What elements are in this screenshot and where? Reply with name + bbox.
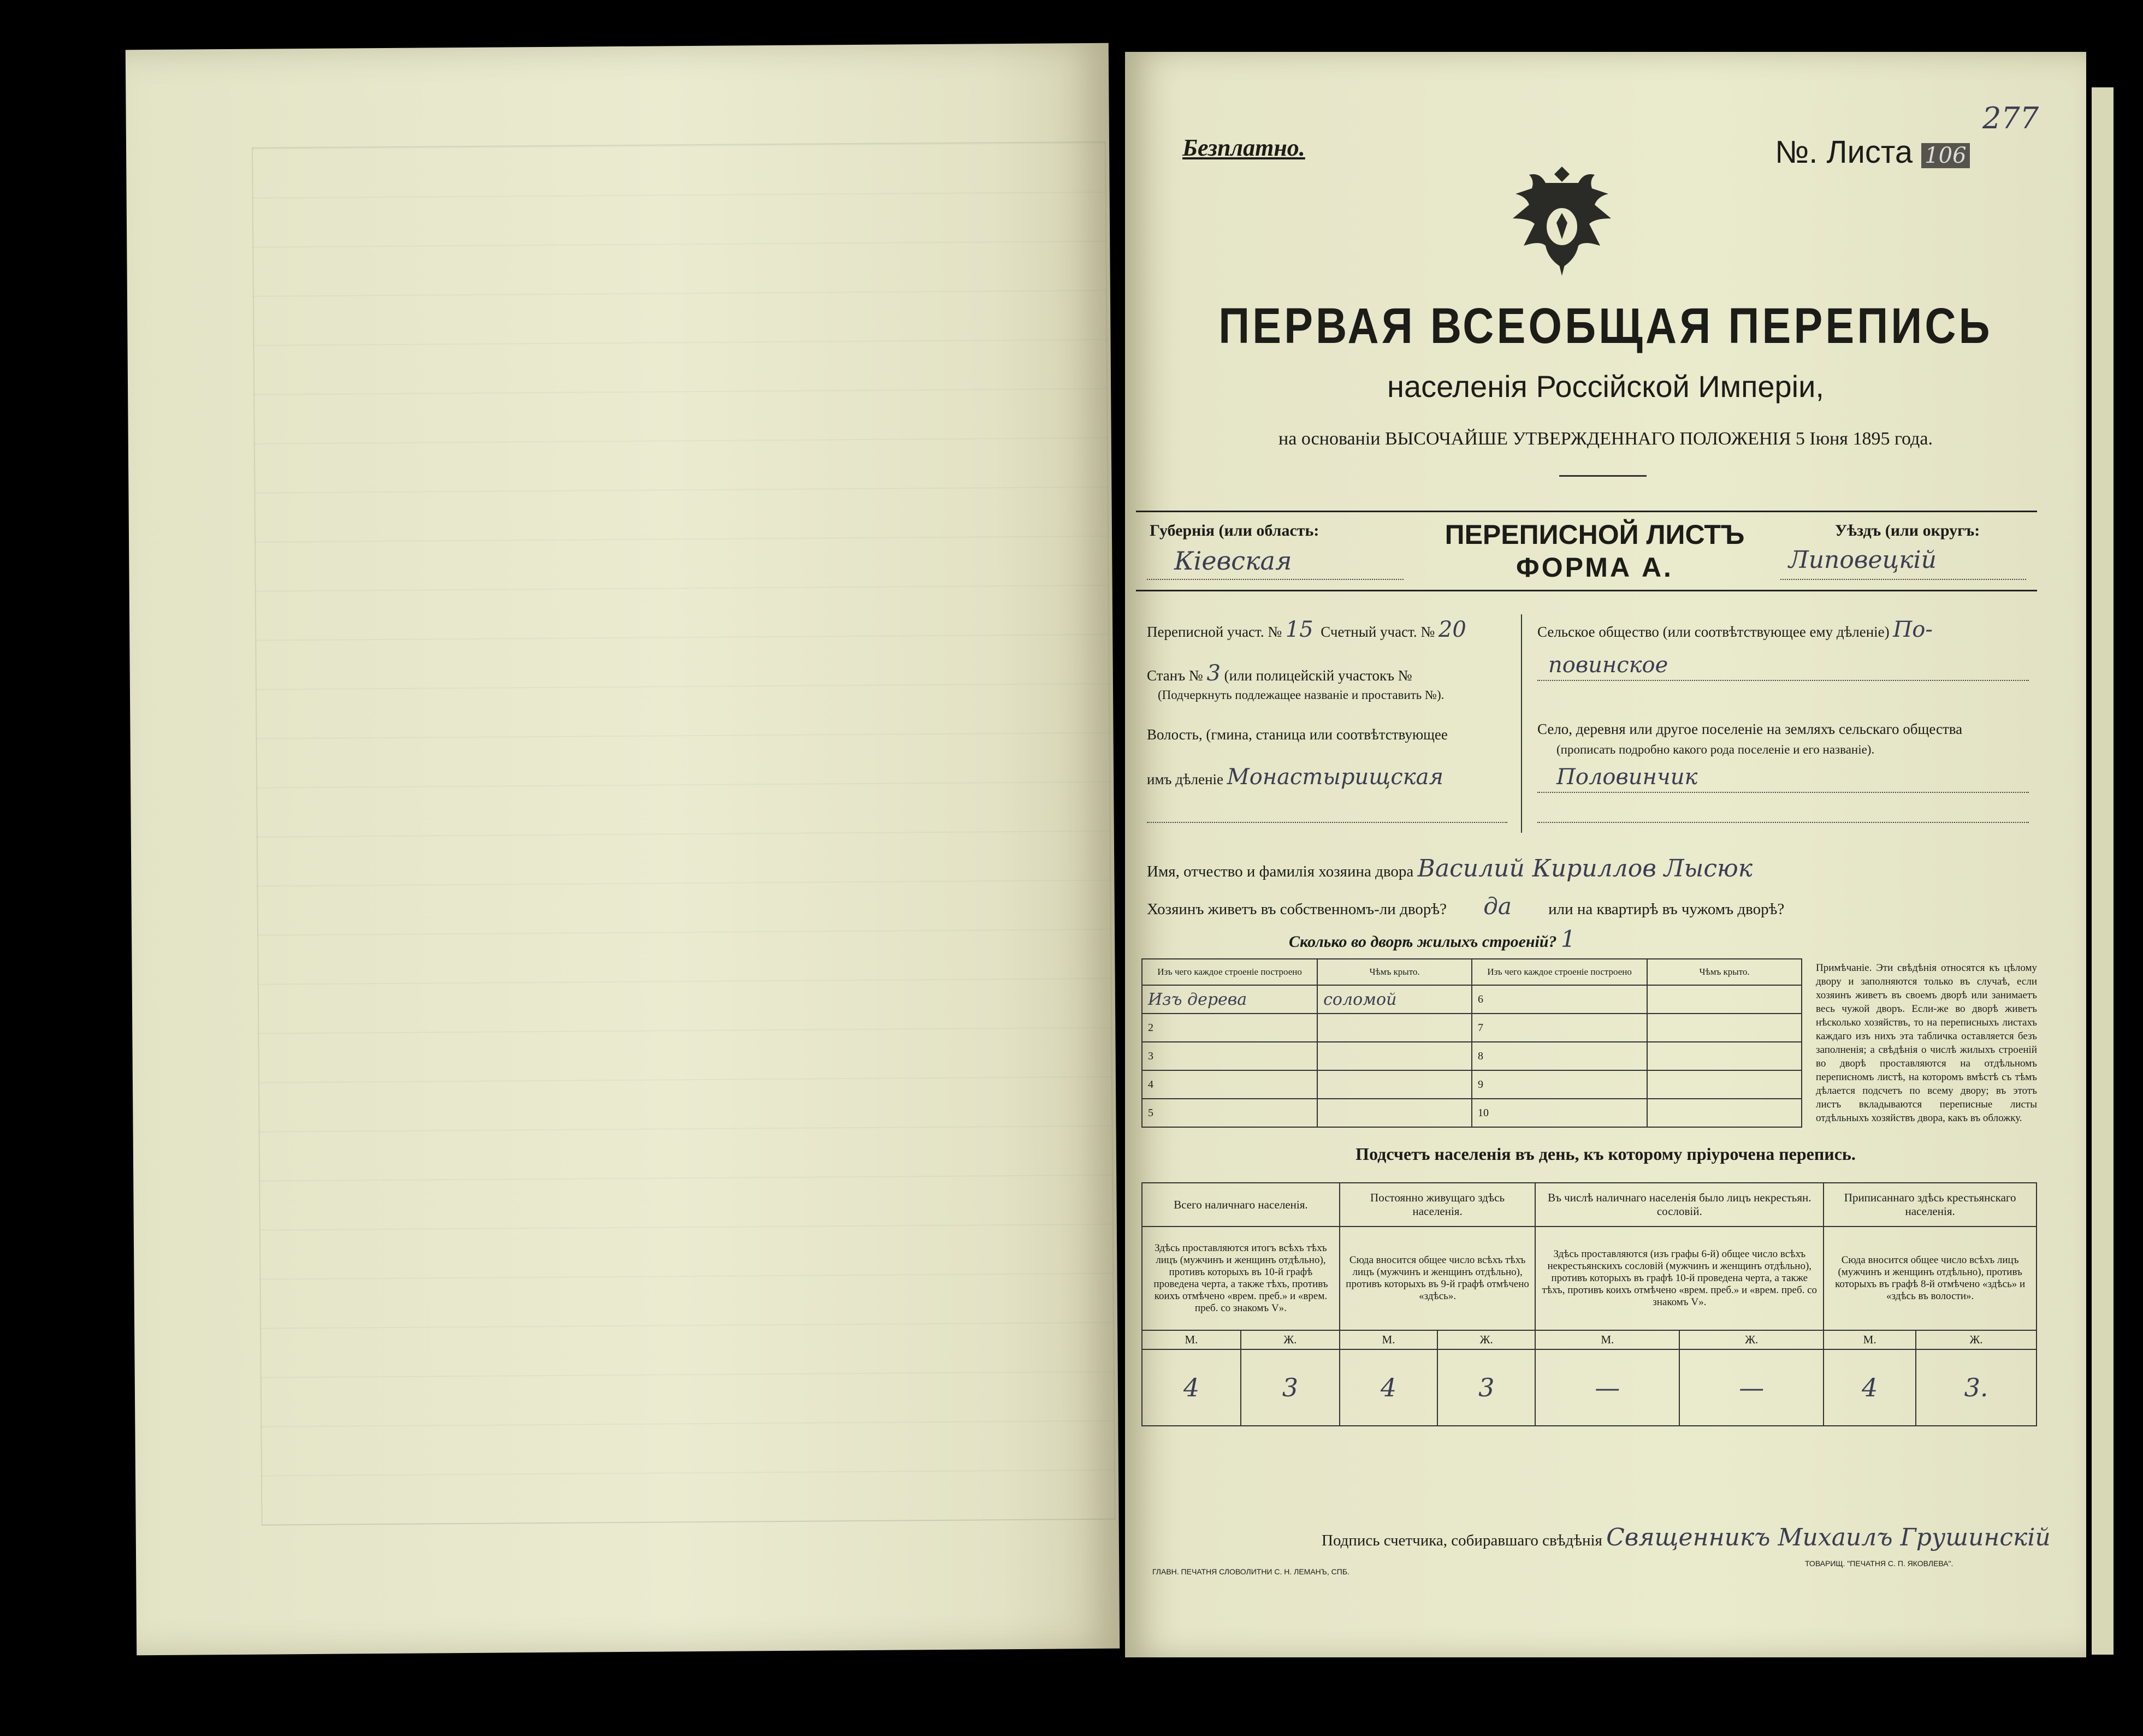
pop-value-f-3: —: [1679, 1349, 1824, 1426]
block-top-rule: [1136, 511, 2037, 512]
form-type: ФОРМА А.: [1516, 552, 1673, 583]
volost-extra-line: [1147, 822, 1507, 823]
own-yard-label: Хозяинъ живетъ въ собственномъ-ли дворѣ?: [1147, 900, 1447, 918]
bleed-through-grid: [252, 141, 1116, 1526]
census-basis: на основаніи ВЫСОЧАЙШЕ УТВЕРЖДЕННАГО ПОЛОЖЕНІЯ 5 Іюня 1895 года.: [1278, 429, 1933, 449]
bld-head-material-2: Изъ чего каждое строеніе построено: [1472, 959, 1647, 985]
stan-value: 3: [1206, 661, 1221, 686]
pop-f-label-3: Ж.: [1679, 1330, 1824, 1349]
pop-value-m-1: 4: [1142, 1349, 1241, 1426]
pop-head-4: Приписаннаго здѣсь крестьянскаго населенія.: [1824, 1183, 2037, 1227]
owner-name-label: Имя, отчество и фамилія хозяина двора: [1147, 863, 1414, 880]
pop-f-label-1: Ж.: [1241, 1330, 1340, 1349]
buildings-table: [1141, 958, 1802, 1128]
own-yard-value: да: [1483, 893, 1512, 920]
village-line-2: [1537, 822, 2029, 823]
ornament-divider: [1559, 475, 1647, 477]
printer-right: ТОВАРИЩ. "ПЕЧАТНЯ С. П. ЯКОВЛЕВА".: [1805, 1559, 1953, 1568]
buildings-count-value: 1: [1561, 926, 1576, 952]
pop-m-label-4: М.: [1824, 1330, 1916, 1349]
society-label: Сельское общество (или соотвѣтствующее ему дѣленіе): [1537, 624, 1890, 640]
sheet-number-value: 106: [1921, 143, 1969, 168]
volost-label: Волость, (гмина, станица или соотвѣтствующее: [1147, 726, 1448, 743]
buildings-note: Примѣчаніе. Эти свѣдѣнія относятся къ цѣлому двору и заполняются только въ случаѣ, если хозяинъ живетъ въ своемъ дворѣ или занимаетъ весь чужой дворъ. Если-же во дворѣ живетъ нѣсколько хозяйствъ, то на переписныхъ листахъ каждаго изъ нихъ эта табличка оставляется безъ заполненія; а свѣдѣнія о числѣ жилыхъ строеній во дворѣ проставляются на отдѣльномъ переписномъ листѣ, на которомъ вмѣстѣ съ тѣмъ дѣлается подсчетъ по всему двору; въ этотъ листъ вкладываются переписные листы отдѣльныхъ хозяйствъ двора, какъ въ обложку.: [1816, 962, 2037, 1124]
pop-value-f-4: 3.: [1916, 1349, 2037, 1426]
bld-material-1: Изъ дерева: [1148, 990, 1247, 1009]
archive-number: 277: [1982, 101, 2039, 135]
stan-label: Станъ №: [1147, 667, 1203, 684]
bld-num-2: 2: [1142, 1014, 1317, 1042]
bld-num-5: 5: [1142, 1099, 1317, 1127]
pop-desc-2: Сюда вносится общее число всѣхъ тѣхъ лицъ (мужчинъ и женщинъ отдѣльно), противъ которыхъ въ 9-й графѣ отмѣчено «здѣсь».: [1340, 1227, 1535, 1330]
district-line: [1147, 617, 1466, 642]
bld-head-roof-2: Чѣмъ крыто.: [1647, 959, 1802, 985]
block-bottom-rule: [1136, 590, 2037, 591]
pop-m-label-3: М.: [1535, 1330, 1679, 1349]
bld-num-9: 9: [1472, 1070, 1647, 1099]
pop-value-m-4: 4: [1824, 1349, 1916, 1426]
pop-f-label-4: Ж.: [1916, 1330, 2037, 1349]
uezd-value: Липовецкій: [1789, 546, 1937, 574]
double-headed-eagle-emblem: [1507, 161, 1617, 281]
village-label: Село, деревня или другое поселеніе на земляхъ сельскаго общества: [1537, 721, 1963, 737]
pop-value-m-3: —: [1535, 1349, 1679, 1426]
bld-num-6: 6: [1472, 985, 1647, 1014]
bld-num-7: 7: [1472, 1014, 1647, 1042]
count-district-label: Счетный участ. №: [1321, 624, 1435, 640]
village-line: [1537, 792, 2029, 793]
bld-num-4: 4: [1142, 1070, 1317, 1099]
pop-desc-1: Здѣсь проставляются итогъ всѣхъ тѣхъ лицъ (мужчинъ и женщинъ отдѣльно), противъ которыхъ въ 10-й графѣ проведена черта, а также тѣхъ, противъ коихъ отмѣчено «врем. преб.» и «врем. преб. со знакомъ V».: [1142, 1227, 1340, 1330]
police-label: (или полицейскій участокъ №: [1224, 667, 1412, 684]
location-divider: [1521, 614, 1522, 833]
page-edge: [2092, 87, 2114, 1655]
guberniya-label: Губернія (или область:: [1150, 522, 1319, 540]
signature-value: Священникъ Михаилъ Грушинскій: [1606, 1524, 2051, 1551]
society-line: [1537, 617, 1933, 642]
census-district-label: Переписной участ. №: [1147, 624, 1282, 640]
sheet-number-label: №. Листа: [1775, 134, 1913, 170]
sheet-number: [1775, 134, 1970, 170]
stan-line: [1147, 661, 1412, 686]
bld-roof-1: соломой: [1323, 990, 1397, 1009]
owner-name-line: [1147, 855, 1753, 882]
printer-left: ГЛАВН. ПЕЧАТНЯ СЛОВОЛИТНИ С. Н. ЛЕМАНЪ, СПБ.: [1152, 1567, 1349, 1576]
pop-f-label-2: Ж.: [1437, 1330, 1535, 1349]
population-table: [1141, 1182, 2037, 1426]
volost-label-2: имъ дѣленіе: [1147, 771, 1224, 787]
own-yard-line: [1147, 893, 1784, 920]
signature-label: Подпись счетчика, собиравшаго свѣдѣнія: [1322, 1532, 1602, 1549]
bld-num-10: 10: [1472, 1099, 1647, 1127]
pop-desc-3: Здѣсь проставляются (изъ графы 6-й) общее число всѣхъ некрестьянскихъ сословій (мужчинъ и женщинъ отдѣльно), противъ которыхъ въ графѣ 10-й проведена черта, а также тѣхъ, противъ коихъ отмѣчено «врем. преб.» и «врем. преб. со знакомъ V».: [1535, 1227, 1824, 1330]
guberniya-value: Кіевская: [1174, 546, 1292, 576]
table-row: [1142, 985, 1802, 1014]
table-row: [1142, 1014, 1802, 1042]
owner-name-value: Василий Кириллов Лысюк: [1417, 855, 1753, 882]
bld-num-8: 8: [1472, 1042, 1647, 1070]
signature-line: [1322, 1524, 2051, 1551]
pop-desc-4: Сюда вносится общее число всѣхъ лицъ (мужчинъ и женщинъ отдѣльно), противъ которыхъ въ графѣ 8-й отмѣчено «здѣсь» и «здѣсь въ волости».: [1824, 1227, 2037, 1330]
pop-value-f-2: 3: [1437, 1349, 1535, 1426]
census-subtitle: населенія Россійской Имперіи,: [1387, 369, 1824, 404]
free-label: Безплатно.: [1182, 134, 1305, 161]
village-note: (прописать подробно какого рода поселеніе и его названіе).: [1556, 743, 1875, 756]
volost-value: Монастырищская: [1227, 765, 1443, 790]
society-line-2: [1537, 680, 2029, 681]
society-value-2: повинское: [1548, 653, 1668, 678]
count-district-value: 20: [1438, 617, 1466, 642]
village-value: Половинчик: [1556, 765, 1698, 790]
pop-head-1: Всего наличнаго населенія.: [1142, 1183, 1340, 1227]
pop-value-m-2: 4: [1340, 1349, 1437, 1426]
pop-head-3: Въ числѣ наличнаго населенія было лицъ некрестьян. сословій.: [1535, 1183, 1824, 1227]
underline-note: (Подчеркнуть подлежащее названіе и проставить №).: [1158, 688, 1445, 702]
left-page-blank-reverse: [126, 43, 1120, 1655]
uezd-line: [1780, 579, 2026, 580]
pop-m-label-1: М.: [1142, 1330, 1241, 1349]
census-main-title: ПЕРВАЯ ВСЕОБЩАЯ ПЕРЕПИСЬ: [1218, 298, 1993, 354]
table-row: [1142, 1099, 1802, 1127]
uezd-label: Уѣздъ (или округъ:: [1835, 522, 1980, 540]
census-form-page: [1125, 52, 2086, 1657]
guberniya-line: [1147, 579, 1404, 580]
form-name: ПЕРЕПИСНОЙ ЛИСТЪ: [1445, 519, 1745, 550]
pop-m-label-2: М.: [1340, 1330, 1437, 1349]
pop-value-f-1: 3: [1241, 1349, 1340, 1426]
population-title: Подсчетъ населенія въ день, къ которому пріурочена перепись.: [1355, 1144, 1856, 1164]
buildings-count-line: [1289, 926, 1576, 952]
census-district-value: 15: [1285, 617, 1313, 642]
table-row: [1142, 1042, 1802, 1070]
table-row: [1142, 1070, 1802, 1099]
pop-head-2: Постоянно живущаго здѣсь населенія.: [1340, 1183, 1535, 1227]
society-value-1: По-: [1893, 617, 1933, 642]
bld-head-material: Изъ чего каждое строеніе построено: [1142, 959, 1317, 985]
bld-head-roof: Чѣмъ крыто.: [1317, 959, 1472, 985]
rent-label: или на квартирѣ въ чужомъ дворѣ?: [1548, 900, 1785, 918]
pop-gender-row: [1142, 1330, 2037, 1349]
buildings-count-label: Сколько во дворѣ жилыхъ строеній?: [1289, 933, 1557, 951]
volost-line: [1147, 765, 1443, 790]
pop-values-row: [1142, 1349, 2037, 1426]
bld-num-3: 3: [1142, 1042, 1317, 1070]
